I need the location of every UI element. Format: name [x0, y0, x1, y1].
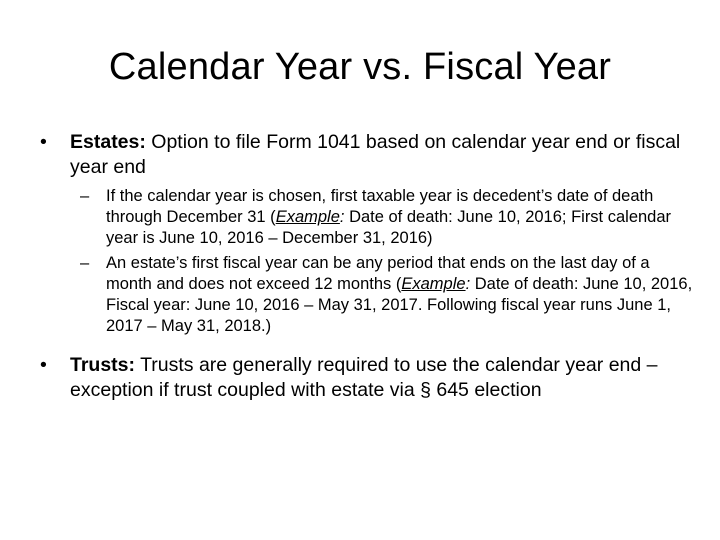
bullet-text-trusts: Trusts are generally required to use the calendar year end – exception if trust coupled with estate via § 645 election: [70, 354, 658, 401]
subbullet-text-after: Date of death: June 10, 2016; First calendar year is June 10, 2016 – December 31, 2016): [106, 208, 672, 247]
bullet-estates: [28, 130, 700, 180]
slide-title: Calendar Year vs. Fiscal Year: [108, 46, 612, 88]
example-label: Example: [275, 208, 340, 226]
bullet-label-trusts: Trusts:: [70, 354, 136, 376]
bullet-label-estates: Estates:: [70, 131, 146, 153]
bullet-text-estates: Option to file Form 1041 based on calendar year end or fiscal year end: [70, 131, 681, 178]
estates-subbullets: [28, 186, 700, 337]
example-label: Example: [401, 275, 466, 293]
bullet-marker: •: [40, 354, 47, 376]
subbullet-calendar-year: [28, 186, 700, 249]
example-colon: :: [339, 208, 345, 226]
subbullet-marker: –: [80, 254, 90, 272]
subbullet-fiscal-year: [28, 253, 700, 337]
example-colon: :: [465, 275, 471, 293]
subbullet-marker: –: [80, 187, 90, 205]
bullet-trusts: [28, 353, 700, 403]
subbullet-text-after: Date of death: June 10, 2016, Fiscal year: June 10, 2016 – May 31, 2017. Following fiscal year runs June 1, 2017 – May 31, 2018.): [106, 275, 693, 335]
subbullet-text-before: If the calendar year is chosen, first taxable year is decedent’s date of death through December 31 (: [106, 187, 654, 226]
slide-content: [28, 130, 700, 403]
bullet-marker: •: [40, 131, 47, 153]
subbullet-text-before: An estate’s first fiscal year can be any period that ends on the last day of a month and does not exceed 12 months (: [106, 254, 650, 293]
